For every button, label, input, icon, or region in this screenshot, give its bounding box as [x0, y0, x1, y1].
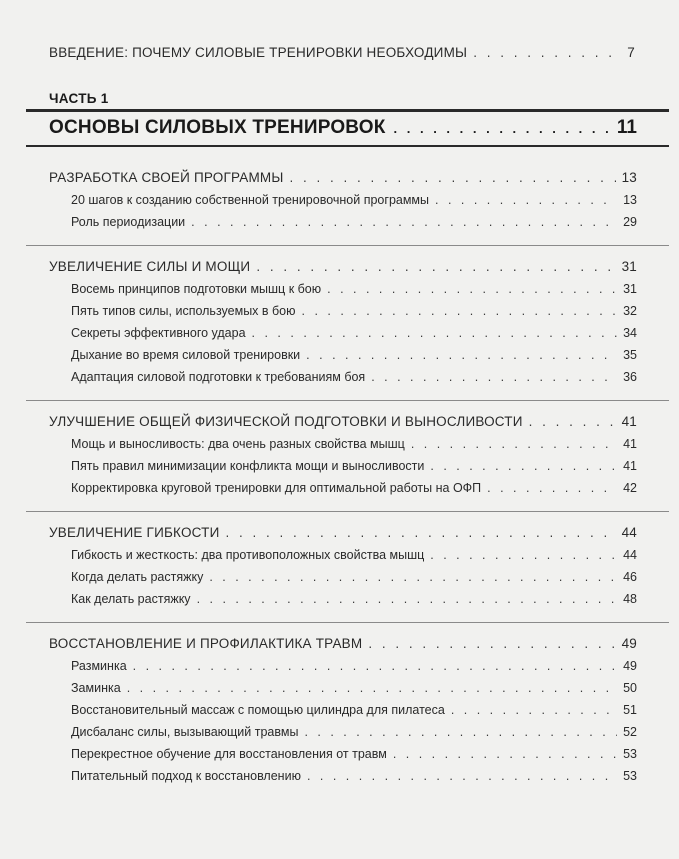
dot-leader	[197, 592, 618, 606]
toc-subentry[interactable]	[71, 725, 637, 739]
toc-section-entry[interactable]	[49, 636, 637, 651]
toc-entry-label: 20 шагов к созданию собственной тренировочной программы	[71, 193, 430, 207]
section-divider	[26, 400, 669, 401]
dot-leader	[411, 437, 617, 451]
toc-page-number: 46	[623, 570, 637, 584]
toc-subentry[interactable]	[71, 481, 637, 495]
dot-leader	[430, 548, 617, 562]
part-page-number: 11	[616, 117, 637, 138]
toc-page-number: 35	[623, 348, 637, 362]
toc-entry-label: Секреты эффективного удара	[71, 326, 246, 340]
toc-page-number: 53	[623, 769, 637, 783]
toc-subentry[interactable]	[71, 459, 637, 473]
dot-leader	[435, 193, 617, 207]
toc-subentry[interactable]	[71, 592, 637, 606]
toc-entry-label: Восемь принципов подготовки мышц к бою	[71, 282, 322, 296]
part-rule-top	[26, 109, 669, 112]
toc-page-number: 49	[623, 659, 637, 673]
toc-entry-label: Заминка	[71, 681, 121, 695]
toc-section-title: ВОССТАНОВЛЕНИЕ И ПРОФИЛАКТИКА ТРАВМ	[49, 636, 363, 651]
toc-subentry[interactable]	[71, 703, 637, 717]
dot-leader	[290, 170, 616, 185]
toc-subentry[interactable]	[71, 193, 637, 207]
dot-leader	[256, 259, 615, 274]
dot-leader	[394, 121, 609, 136]
toc-entry-label: Гибкость и жесткость: два противоположных свойства мышц	[71, 548, 425, 562]
part-rule-bottom	[26, 145, 669, 147]
toc-page-number: 36	[623, 370, 637, 384]
toc-page-number: 44	[623, 548, 637, 562]
dot-leader	[529, 414, 616, 429]
toc-entry-label: Питательный подход к восстановлению	[71, 769, 301, 783]
toc-page-number: 50	[623, 681, 637, 695]
dot-leader	[133, 659, 617, 673]
toc-entry-label: ВВЕДЕНИЕ: ПОЧЕМУ СИЛОВЫЕ ТРЕНИРОВКИ НЕОБХОДИМЫ	[49, 45, 468, 60]
toc-subentry[interactable]	[71, 326, 637, 340]
toc-section-entry[interactable]	[49, 525, 637, 540]
dot-leader	[451, 703, 617, 717]
section-divider	[26, 511, 669, 512]
toc-entry-label: Корректировка круговой тренировки для оптимальной работы на ОФП	[71, 481, 482, 495]
toc-subentry[interactable]	[71, 215, 637, 229]
dot-leader	[430, 459, 617, 473]
toc-subentry[interactable]	[71, 304, 637, 318]
toc-section-entry[interactable]	[49, 170, 637, 185]
toc-page-number: 34	[623, 326, 637, 340]
toc-page-number: 7	[627, 45, 635, 60]
toc-page-number: 13	[623, 193, 637, 207]
toc-page-number: 41	[621, 414, 637, 429]
toc-page-number: 31	[623, 282, 637, 296]
dot-leader	[302, 304, 618, 318]
toc-subentry[interactable]	[71, 681, 637, 695]
toc-subentry[interactable]	[71, 348, 637, 362]
toc-section-title: УВЕЛИЧЕНИЕ СИЛЫ И МОЩИ	[49, 259, 251, 274]
toc-subentry[interactable]	[71, 769, 637, 783]
toc-page-number: 31	[621, 259, 637, 274]
dot-leader	[209, 570, 617, 584]
part-title: ОСНОВЫ СИЛОВЫХ ТРЕНИРОВОК	[49, 117, 386, 138]
toc-subentry[interactable]	[71, 370, 637, 384]
dot-leader	[371, 370, 617, 384]
toc-subentry[interactable]	[71, 570, 637, 584]
toc-subentry[interactable]	[71, 548, 637, 562]
dot-leader	[327, 282, 617, 296]
toc-entry-label: Пять правил минимизации конфликта мощи и выносливости	[71, 459, 425, 473]
dot-leader	[368, 636, 615, 651]
toc-page-number: 49	[621, 636, 637, 651]
toc-entry-label: Адаптация силовой подготовки к требованиям боя	[71, 370, 366, 384]
toc-page-number: 13	[621, 170, 637, 185]
toc-section-title: РАЗРАБОТКА СВОЕЙ ПРОГРАММЫ	[49, 170, 284, 185]
dot-leader	[127, 681, 617, 695]
dot-leader	[226, 525, 616, 540]
toc-subentry[interactable]	[71, 747, 637, 761]
toc-subentry[interactable]	[71, 282, 637, 296]
toc-entry-label: Дисбаланс силы, вызывающий травмы	[71, 725, 299, 739]
toc-page-number: 32	[623, 304, 637, 318]
toc-entry-label: Роль периодизации	[71, 215, 186, 229]
section-divider	[26, 622, 669, 623]
dot-leader	[304, 725, 617, 739]
dot-leader	[393, 747, 617, 761]
toc-page-number: 48	[623, 592, 637, 606]
toc-section-title: УЛУЧШЕНИЕ ОБЩЕЙ ФИЗИЧЕСКОЙ ПОДГОТОВКИ И ВЫНОСЛИВОСТИ	[49, 414, 523, 429]
toc-page-number: 41	[623, 459, 637, 473]
toc-entry-label: Дыхание во время силовой тренировки	[71, 348, 301, 362]
toc-section-entry[interactable]	[49, 259, 637, 274]
toc-entry-label: Разминка	[71, 659, 127, 673]
dot-leader	[306, 348, 617, 362]
dot-leader	[487, 481, 617, 495]
toc-page-number: 44	[621, 525, 637, 540]
dot-leader	[307, 769, 617, 783]
toc-page-number: 41	[623, 437, 637, 451]
toc-entry-label: Как делать растяжку	[71, 592, 191, 606]
toc-section-title: УВЕЛИЧЕНИЕ ГИБКОСТИ	[49, 525, 220, 540]
toc-page-number: 52	[623, 725, 637, 739]
toc-subentry[interactable]	[71, 437, 637, 451]
toc-section-entry[interactable]	[49, 414, 637, 429]
dot-leader	[473, 45, 621, 60]
toc-entry-label: Когда делать растяжку	[71, 570, 204, 584]
toc-entry-label: Мощь и выносливость: два очень разных свойства мышц	[71, 437, 405, 451]
toc-entry-label: Перекрестное обучение для восстановления от травм	[71, 747, 387, 761]
toc-entry-label: Пять типов силы, используемых в бою	[71, 304, 296, 318]
section-divider	[26, 245, 669, 246]
toc-subentry[interactable]	[71, 659, 637, 673]
dot-leader	[252, 326, 618, 340]
toc-page-number: 51	[623, 703, 637, 717]
part-label: ЧАСТЬ 1	[49, 91, 109, 106]
toc-page-number: 53	[623, 747, 637, 761]
toc-entry-label: Восстановительный массаж с помощью цилиндра для пилатеса	[71, 703, 445, 717]
dot-leader	[191, 215, 617, 229]
part-title-entry[interactable]	[49, 117, 637, 139]
toc-intro-entry[interactable]	[49, 45, 635, 60]
toc-page-number: 29	[623, 215, 637, 229]
toc-page-number: 42	[623, 481, 637, 495]
